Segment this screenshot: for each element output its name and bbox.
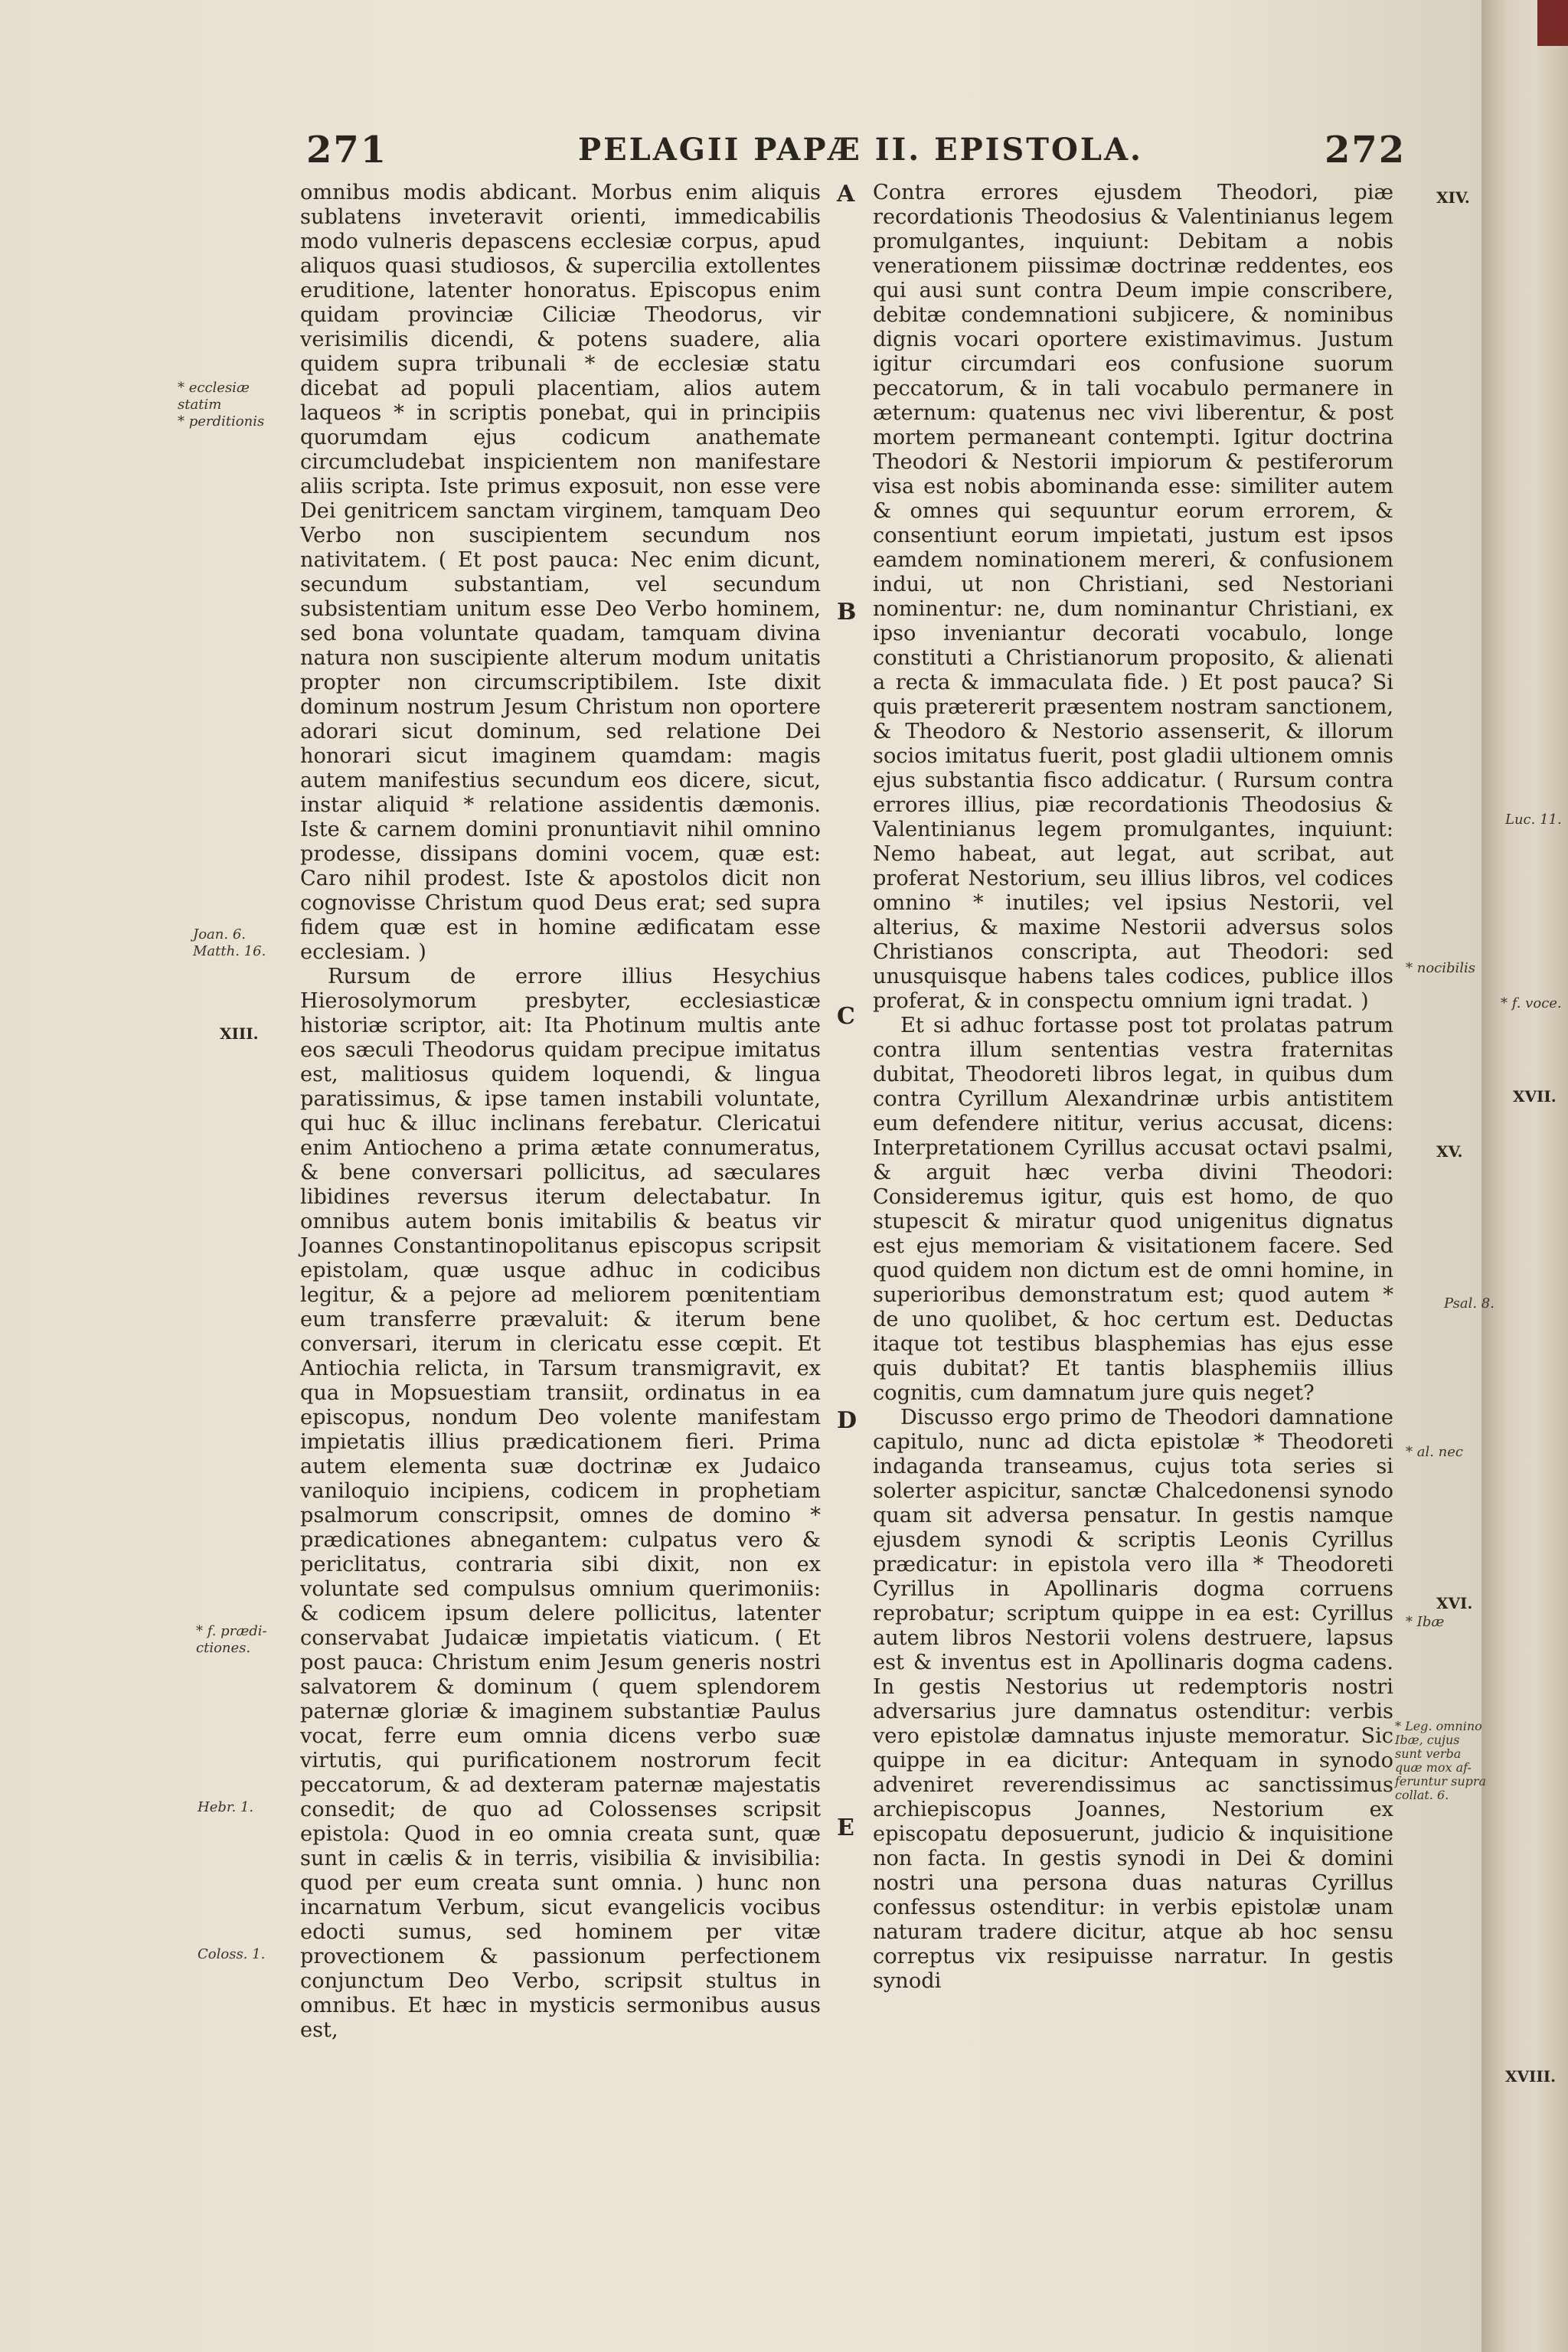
left-text-column: [300, 181, 821, 2043]
paragraph: Et si adhuc fortasse post tot prolatas patrum contra illum sententias vestra fraternitas dubitat, Theodoreti libros legat, in quibus dum contra Cyrillum Alexandrinæ urbis antistitem eum defendere nititur, verius accusat, dicens: Interpretationem Cyrillus accusat octavi psalmi, & arguit hæc verba divini Theodori: Consideremus igitur, quis est homo, de quo stupescit & miratur quod unigenitus dignatus est ejus memoriam & visitationem facere. Sed quod quidem non dictum est de omni homine, in superioribus demonstratum est; quod autem * de uno quolibet, & hoc certum est. Deductas itaque tot testibus blasphemias has ejus esse quis dubitat? Et tantis blasphemiis illius cognitis, cum damnatum jure quis neget?: [873, 1014, 1393, 1405]
margin-citation: Luc. 11.: [1505, 812, 1562, 828]
running-title: PELAGII PAPÆ II. EPISTOLA.: [578, 132, 1143, 168]
page-number-right: 272: [1325, 129, 1406, 172]
section-letter-a: A: [837, 181, 855, 207]
margin-citation: Psal. 8.: [1444, 1295, 1494, 1312]
chapter-numeral: XV.: [1436, 1142, 1463, 1161]
chapter-numeral: XVIII.: [1505, 2067, 1557, 2086]
margin-note: * nocibilis: [1406, 960, 1476, 976]
chapter-numeral: XIII.: [220, 1024, 259, 1043]
paragraph: omnibus modis abdicant. Morbus enim aliquis sublatens inveteravit orienti, immedicabilis modo vulneris depascens ecclesiæ corpus, apud aliquos quasi studiosos, & supercilia extollentes eruditione, latenter honoratus. Episcopus enim quidam provinciæ Ciliciæ Theodorus, vir verisimilis dicendi, & potens suadere, alia quidem supra tribunali * de ecclesiæ statu dicebat ad populi placentiam, alios autem laqueos * in scriptis ponebat, qui in principiis quorumdam ejus codicum anathemate circumcludebat inspicientem non manifestare aliis scripta. Iste primus exposuit, non esse vere Dei genitricem sanctam virginem, tamquam Deo Verbo non suscipientem secundum nos nativitatem. ( Et post pauca: Nec enim dicunt, secundum substantiam, vel secundum subsistentiam unitum esse Deo Verbo hominem, sed bona voluntate quadam, tamquam divina natura non suscipiente alterum modum unitatis propter non circumscriptibilem. Iste dixit dominum nostrum Jesum Christum non oportere adorari sicut dominum, sed relatione Dei honorari sicut imaginem quamdam: magis autem manifestius secundum eos dicere, sicut, instar aliquid * relatione assidentis dæmonis. Iste & carnem domini pronuntiavit nihil omnino prodesse, dissipans domini vocem, quæ est: Caro nihil prodest. Iste & apostolos dicit non cognovisse Christum quod Deus erat; sed supra fidem quæ est in homine ædificatam esse ecclesiam. ): [300, 181, 821, 964]
margin-citation: Hebr. 1.: [198, 1799, 254, 1815]
section-letter-d: D: [837, 1407, 858, 1434]
section-letter-b: B: [837, 599, 857, 626]
margin-note: * ecclesiæ statim * perditionis: [178, 380, 265, 430]
page-edge: [1481, 0, 1568, 2352]
margin-note: * Leg. omnino Ibæ, cujus sunt verba quæ mox af- feruntur supra collat. 6.: [1395, 1719, 1487, 1802]
margin-note: * al. nec: [1406, 1444, 1463, 1460]
margin-note: * f. prædi- ctiones.: [196, 1623, 267, 1656]
margin-citation: Joan. 6. Matth. 16.: [193, 926, 266, 959]
section-letter-c: C: [837, 1003, 855, 1030]
section-letter-e: E: [837, 1815, 854, 1841]
margin-citation: Coloss. 1.: [198, 1946, 266, 1962]
margin-note: * f. voce.: [1501, 995, 1562, 1011]
chapter-numeral: XIV.: [1436, 188, 1470, 207]
margin-note: * Ibæ: [1406, 1614, 1445, 1630]
paragraph: Contra errores ejusdem Theodori, piæ recordationis Theodosius & Valentinianus legem promulgantes, inquiunt: Debitam a nobis venerationem piissimæ doctrinæ reddentes, eos qui ausi sunt contra Deum impie conscribere, debitæ condemnationi subjicere, & nominibus dignis vocari oportere existimavimus. Justum igitur circumdari eos confusione suorum peccatorum, & in tali vocabulo permanere in æternum: quatenus nec vivi liberentur, & post mortem permaneant contempti. Igitur doctrina Theodori & Nestorii impiorum & pestiferorum visa est nobis abominanda esse: similiter autem & omnes qui sequuntur eorum errorem, & consentiunt eorum impietati, justum est ipsos eamdem nominationem mereri, & confusionem indui, ut non Christiani, sed Nestoriani nominentur: ne, dum nominantur Christiani, ex ipso inveniantur decorati vocabulo, longe constituti a Christianorum proposito, & alienati a recta & immaculata fide. ) Et post pauca? Si quis prætererit præsentem nostram sanctionem, & Theodoro & Nestorio assenserit, & illorum socios imitatus fuerit, post gladii ultionem omnis ejus substantia fisco addicatur. ( Rursum contra errores illius, piæ recordationis Theodosius & Valentinianus legem promulgantes, inquiunt: Nemo habeat, aut legat, aut scribat, aut proferat Nestorium, seu illius libros, vel codices omnino * inutiles; vel ipsius Nestorii, vel alterius, & maxime Nestorii adversus solos Christianos conscripta, aut Theodori: sed unusquisque habens tales codices, publice illos proferat, & in conspectu omnium igni tradat. ): [873, 181, 1393, 1013]
book-cover-corner: [1537, 0, 1568, 46]
chapter-numeral: XVII.: [1513, 1087, 1557, 1106]
paragraph: Discusso ergo primo de Theodori damnatione capitulo, nunc ad dicta epistolæ * Theodoreti indaganda transeamus, cujus tota series si solerter aspicitur, sanctæ Chalcedonensi synodo quam sit adversa pensatur. In gestis namque ejusdem synodi & scriptis Leonis Cyrillus prædicatur: in epistola vero illa * Theodoreti Cyrillus in Apollinaris dogma corruens reprobatur; scriptum quippe in ea est: Cyrillus autem libros Nestorii volens destruere, lapsus est & inventus est in Apollinaris dogma cadens. In gestis Nestorius ut redemptoris nostri adversarius jure damnatus ostenditur: verbis vero epistolæ damnatus injuste memoratur. Sic quippe in ea dicitur: Antequam in synodo adveniret reverendissimus ac sanctissimus archiepiscopus Joannes, Nestorium ex episcopatu deposuerunt, judicio & inquisitione non facta. In gestis synodi in Dei & domini nostri una persona duas naturas Cyrillus confessus ostenditur: in verbis epistolæ unam naturam tradere dicitur, atque ab hoc sensu correptus vix resipuisse narratur. In gestis synodi: [873, 1406, 1393, 1993]
page-number-left: 271: [306, 129, 388, 172]
right-text-column: [873, 181, 1393, 1994]
chapter-numeral: XVI.: [1436, 1594, 1473, 1612]
paragraph: Rursum de errore illius Hesychius Hierosolymorum presbyter, ecclesiasticæ historiæ scriptor, ait: Ita Photinum multis ante eos sæculi Theodorus quidam precipue imitatus est, malitiosus quidem loquendi, & lingua paratissimus, & ipse tamen instabili voluntate, qui huc & illuc inclinans ferebatur. Clericatui enim Antiocheno a prima ætate connumeratus, & bene conversari pollicitus, ad sæculares libidines reversus iterum delectabatur. In omnibus autem bonis imitabilis & beatus vir Joannes Constantinopolitanus episcopus scripsit epistolam, quæ usque adhuc in codicibus legitur, & a pejore ad meliorem pœnitentiam eum transferre prævaluit: & iterum bene conversari, iterum in clericatu esse cœpit. Et Antiochia relicta, in Tarsum transmigravit, ex qua in Mopsuestiam transiit, ordinatus in ea episcopus, nondum Deo volente manifestam impietatis illius prædicationem fieri. Prima autem elementa suæ doctrinæ ex Judaico vaniloquio incipiens, codicem in prophetiam psalmorum conscripsit, omnes de domino * prædicationes abnegantem: culpatus vero & periclitatus, contraria sibi dixit, non ex voluntate sed compulsus omnium querimoniis: & codicem ipsum delere pollicitus, latenter conservabat Judaicæ impietatis viaticum. ( Et post pauca: Christum enim Jesum generis nostri salvatorem & dominum ( quem splendorem paternæ gloriæ & imaginem substantiæ Paulus vocat, ferre eum omnia dicens verbo suæ virtutis, qui purificationem nostrorum fecit peccatorum, & ad dexteram paternæ majestatis consedit; de quo ad Colossenses scripsit epistola: Quod in eo omnia creata sunt, quæ sunt in cælis & in terris, visibilia & invisibilia: quod per eum creata sunt omnia. ) hunc non incarnatum Verbum, sicut evangelicis vocibus edocti sumus, sed hominem per vitæ provectionem & passionum perfectionem conjunctum Deo Verbo, scripsit stultus in omnibus. Et hæc in mysticis sermonibus ausus est,: [300, 965, 821, 2042]
